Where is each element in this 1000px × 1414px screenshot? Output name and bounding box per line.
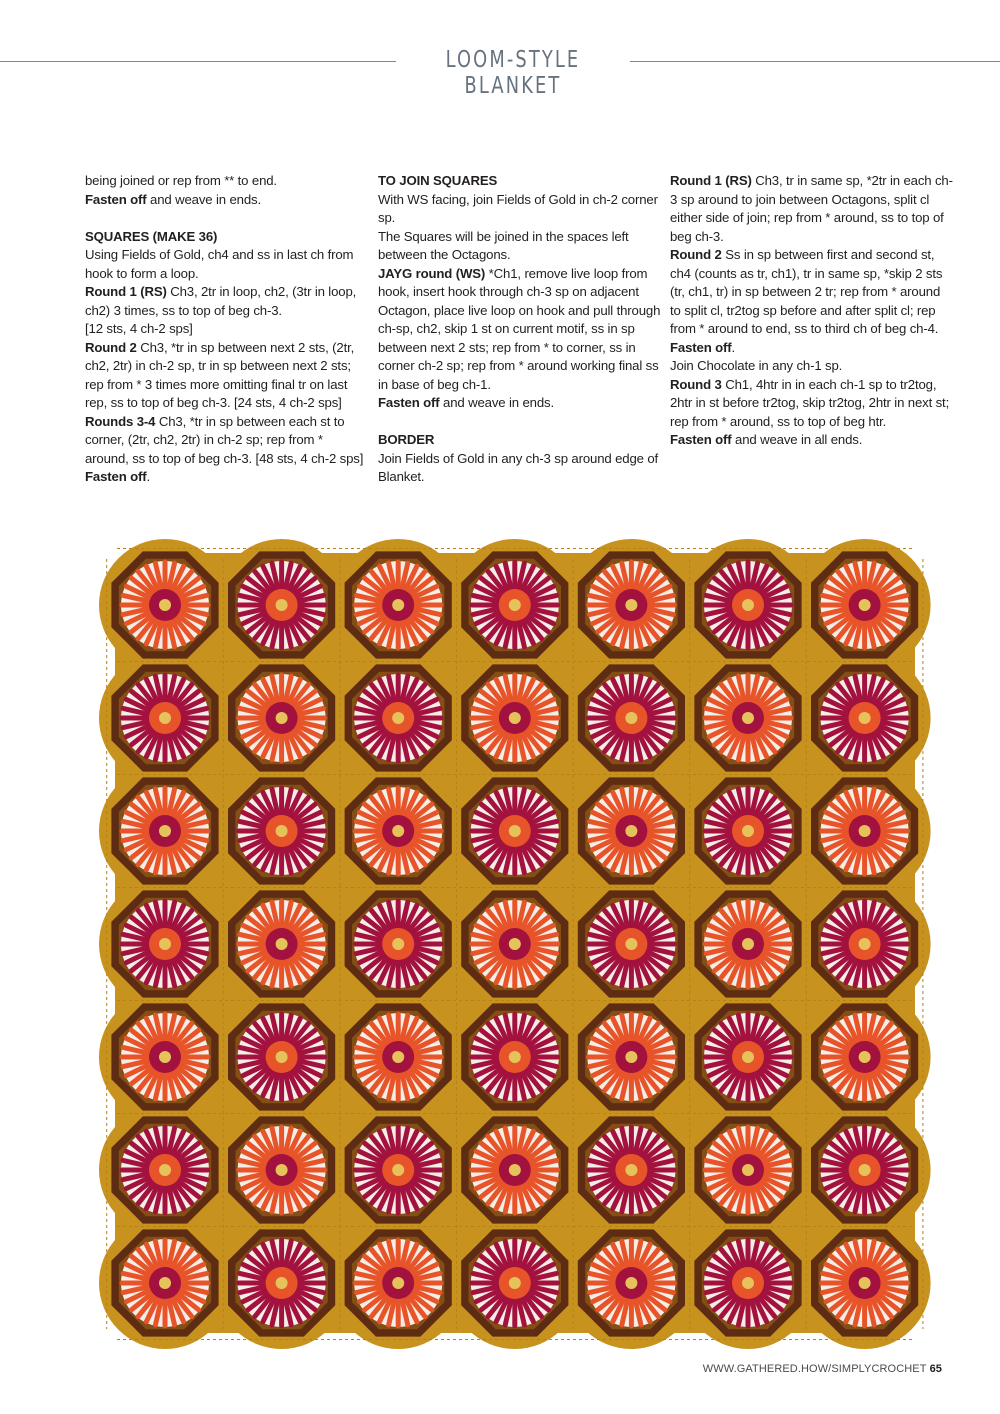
motif-flower-eye	[625, 1164, 637, 1176]
motif-flower-eye	[509, 1164, 521, 1176]
motif-flower-eye	[859, 825, 871, 837]
motif-flower-eye	[625, 938, 637, 950]
motif-flower-eye	[742, 1277, 754, 1289]
instruction-fasten-off: Fasten off.	[670, 339, 736, 355]
section-heading-border: BORDER	[378, 432, 435, 447]
instruction-fasten-off: Fasten off and weave in all ends.	[670, 432, 863, 447]
motif-flower-eye	[509, 599, 521, 611]
header-rule-right	[630, 61, 1000, 62]
motif-flower-eye	[742, 712, 754, 724]
motif-flower-eye	[742, 599, 754, 611]
text-column-3	[670, 172, 954, 450]
motif-flower-eye	[276, 1051, 288, 1063]
motif-flower-eye	[509, 825, 521, 837]
motif-flower-eye	[625, 712, 637, 724]
motif-flower-eye	[276, 599, 288, 611]
motif-flower-eye	[859, 712, 871, 724]
instruction-round-1: Round 1 (RS) Ch3, 2tr in loop, ch2, (3tr in loop, ch2) 3 times, ss to top of beg ch-3.	[85, 284, 357, 318]
motif-flower-eye	[509, 1051, 521, 1063]
motif-flower-eye	[159, 599, 171, 611]
instruction-rounds-3-4: Rounds 3-4 Ch3, *tr in sp between each st to corner, (2tr, ch2, 2tr) in ch-2 sp; rep from * around, ss to top of beg ch-3. [48 sts, 4 ch-2 sps]	[85, 413, 364, 466]
page-title: LOOM-STYLE BLANKET	[445, 47, 581, 99]
motif-flower-eye	[859, 599, 871, 611]
motif-flower-eye	[859, 938, 871, 950]
border-text: Join Fields of Gold in any ch-3 sp around edge of Blanket.	[378, 450, 659, 484]
motif-flower-eye	[392, 1051, 404, 1063]
motif-flower-eye	[859, 1277, 871, 1289]
motif-flower-eye	[159, 938, 171, 950]
motif-flower-eye	[159, 1277, 171, 1289]
motif-flower-eye	[625, 1277, 637, 1289]
instruction-fasten-off: Fasten off and weave in ends.	[85, 191, 261, 207]
motif-flower-eye	[625, 1051, 637, 1063]
motif-flower-eye	[276, 1277, 288, 1289]
intro-text: being joined or rep from ** to end.	[85, 173, 277, 188]
motif-flower-eye	[392, 1277, 404, 1289]
motif-flower-eye	[276, 712, 288, 724]
motif-flower-eye	[742, 1051, 754, 1063]
motif-flower-eye	[276, 825, 288, 837]
instruction-fasten-off: Fasten off and weave in ends.	[378, 395, 554, 410]
footer-url: WWW.GATHERED.HOW/SIMPLYCROCHET	[702, 1363, 927, 1375]
motif-flower-eye	[509, 1277, 521, 1289]
motif-flower-eye	[742, 825, 754, 837]
instruction-round-3: Round 3 Ch1, 4htr in in each ch-1 sp to tr2tog, 2htr in st before tr2tog, skip tr2tog, 2htr in next st; rep from * around, ss to top of beg htr.	[670, 376, 950, 429]
motif-flower-eye	[392, 1164, 404, 1176]
header-rule-left	[0, 61, 396, 62]
motif-flower-eye	[625, 825, 637, 837]
motif-flower-eye	[625, 599, 637, 611]
blanket-photo	[97, 539, 933, 1349]
text-column-1	[85, 172, 369, 487]
motif-flower-eye	[159, 712, 171, 724]
squares-intro: Using Fields of Gold, ch4 and ss in last ch from hook to form a loop.	[85, 247, 354, 281]
page-number: 65	[929, 1363, 942, 1375]
join-text-2: The Squares will be joined in the spaces left between the Octagons.	[378, 228, 629, 262]
instruction-jayg-round: JAYG round (WS) *Ch1, remove live loop from hook, insert hook through ch-3 sp on adjacent Octagon, place live loop on hook and pull through ch-sp, ch2, skip 1 st on current motif, ss in sp between next 2 sts; rep from * to corner, ss in corner ch-2 sp; rep from * around working final ss in base of beg ch-1.	[378, 265, 661, 392]
instruction-round-1: Round 1 (RS) Ch3, tr in same sp, *2tr in each ch-3 sp around to join between Octagons, split cl either side of join; rep from * around, ss to top of beg ch-3.	[670, 173, 953, 244]
motif-flower-eye	[859, 1164, 871, 1176]
motif-flower-eye	[276, 1164, 288, 1176]
motif-flower-eye	[392, 599, 404, 611]
motif-flower-eye	[509, 712, 521, 724]
section-heading-squares: SQUARES (MAKE 36)	[85, 228, 218, 244]
motif-flower-eye	[392, 712, 404, 724]
section-heading-join-squares: TO JOIN SQUARES	[378, 173, 498, 188]
motif-flower-eye	[742, 1164, 754, 1176]
footer	[703, 1363, 942, 1375]
motif-flower-eye	[509, 938, 521, 950]
motif-flower-eye	[392, 825, 404, 837]
motif-flower-eye	[159, 1051, 171, 1063]
instruction-fasten-off: Fasten off.	[85, 469, 151, 484]
motif-flower-eye	[392, 938, 404, 950]
motif-flower-eye	[276, 938, 288, 950]
instruction-round-2: Round 2 Ss in sp between first and second st, ch4 (counts as tr, ch1), tr in same sp, *skip 2 sts (tr, ch1, tr) in sp between 2 tr; rep from * around to split cl, tr2tog sp before and after split cl; rep from * around to end, ss to third ch of beg ch-4.	[670, 247, 943, 336]
text-column-2	[378, 172, 662, 487]
motif-flower-eye	[159, 1164, 171, 1176]
join-text-1: With WS facing, join Fields of Gold in ch-2 corner sp.	[378, 191, 658, 225]
motif-flower-eye	[859, 1051, 871, 1063]
motif-flower-eye	[159, 825, 171, 837]
stitch-count: [12 sts, 4 ch-2 sps]	[85, 321, 193, 336]
join-chocolate-text: Join Chocolate in any ch-1 sp.	[670, 358, 843, 373]
instruction-round-2: Round 2 Ch3, *tr in sp between next 2 sts, (2tr, ch2, 2tr) in ch-2 sp, tr in sp between next 2 sts; rep from * 3 times more omitting final tr on last rep, ss to top of beg ch-3. [24 sts, 4 ch-2 sps]	[85, 339, 355, 410]
motif-flower-eye	[742, 938, 754, 950]
